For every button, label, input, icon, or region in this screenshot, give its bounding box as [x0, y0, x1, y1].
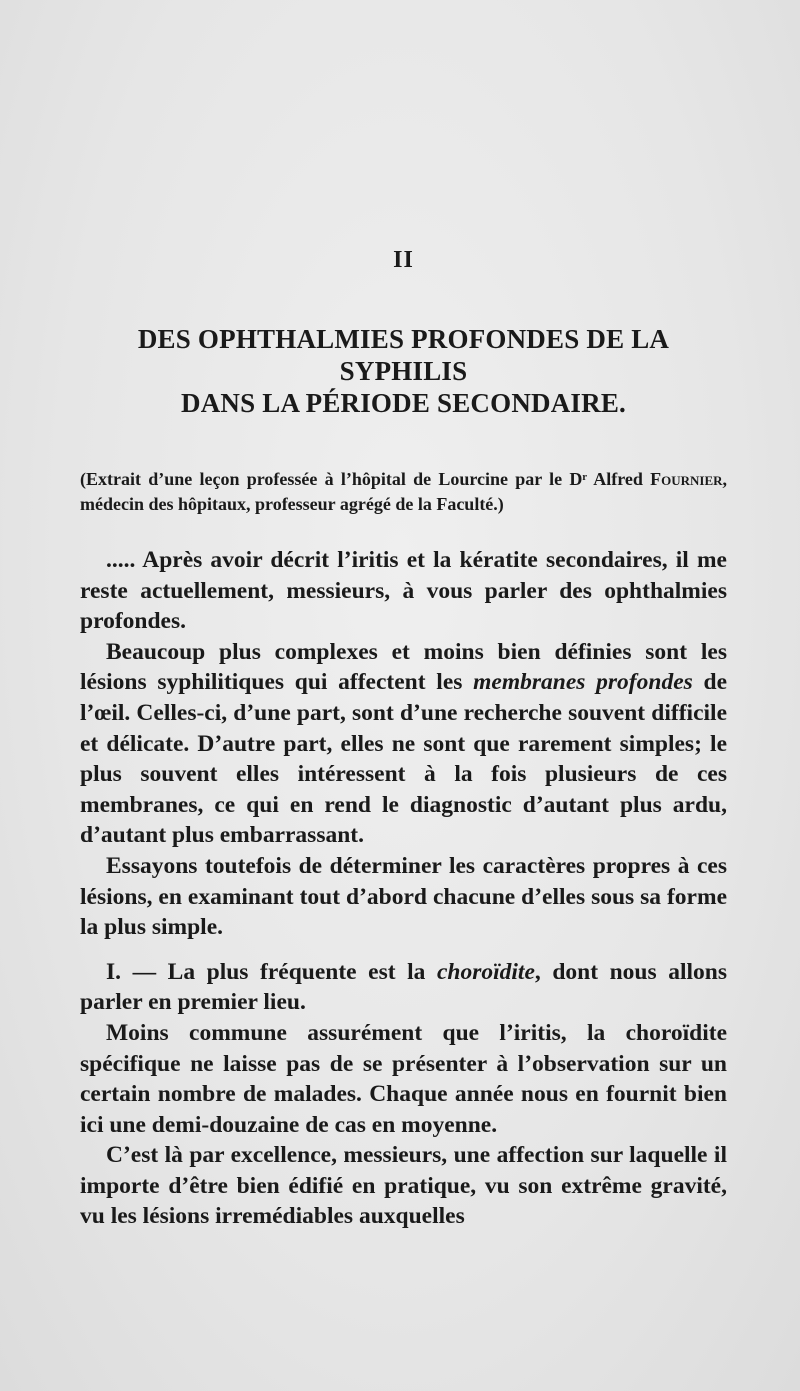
chapter-title-line-2: DANS LA PÉRIODE SECONDAIRE. — [181, 388, 626, 418]
paragraph-2-emphasis: membranes profondes — [473, 669, 693, 696]
paragraph-4-emphasis: choroïdite — [436, 958, 535, 985]
paragraph-1: ..... Après avoir décrit l’iritis et la kératite secondaires, il me reste actuellement, messieurs, à vous parler des ophthalmies profondes. — [80, 547, 727, 635]
paragraph-2-text-1: Beaucoup plus complexes et moins bien définies sont les lésions syphilitiques qui affectent les — [80, 638, 727, 696]
source-note — [80, 467, 727, 517]
paragraph-4-text-1: I. — La plus fréquente est la — [106, 958, 437, 985]
paragraph-4 — [80, 957, 727, 1018]
paragraph-2 — [80, 637, 727, 851]
page-content — [80, 247, 727, 1232]
paragraph-2-text-2: de l’œil. Celles-ci, d’une part, sont d’une recherche souvent difficile et délicate. D’autre part, elles ne sont que rarement simples; le plus souvent elles intéressent à la fois plusieurs de ces membranes, ce qui en rend le diagnostic d’autant plus ardu, d’autant plus embarrassant. — [80, 669, 728, 849]
source-note-text-1: (Extrait d’une leçon professée à l’hôpital de Lourcine par le Dʳ Alfred — [80, 469, 651, 489]
paragraph-5: Moins commune assurément que l’iritis, la choroïdite spécifique ne laisse pas de se présenter à l’observation sur un certain nombre de malades. Chaque année nous en fournit bien ici une demi-douzaine de cas en moyenne. — [80, 1019, 727, 1138]
source-note-text-2: , médecin des hôpitaux, professeur agrégé de la Faculté.) — [80, 469, 727, 514]
paragraph-6: C’est là par excellence, messieurs, une affection sur laquelle il importe d’être bien édifié en pratique, vu son extrême gravité, vu les lésions irremédiables auxquelles — [80, 1142, 727, 1230]
chapter-number: II — [393, 247, 414, 273]
author-name: Fournier — [650, 469, 723, 489]
body-text — [80, 545, 727, 1232]
paragraph-3: Essayons toutefois de déterminer les caractères propres à ces lésions, en examinant tout d’abord chacune d’elles sous sa forme la plus simple. — [80, 852, 727, 941]
paragraph-4-text-2: , dont nous allons parler en premier lieu. — [80, 958, 727, 1016]
chapter-title-line-1: DES OPHTHALMIES PROFONDES DE LA SYPHILIS — [137, 324, 670, 386]
chapter-title — [80, 323, 727, 419]
